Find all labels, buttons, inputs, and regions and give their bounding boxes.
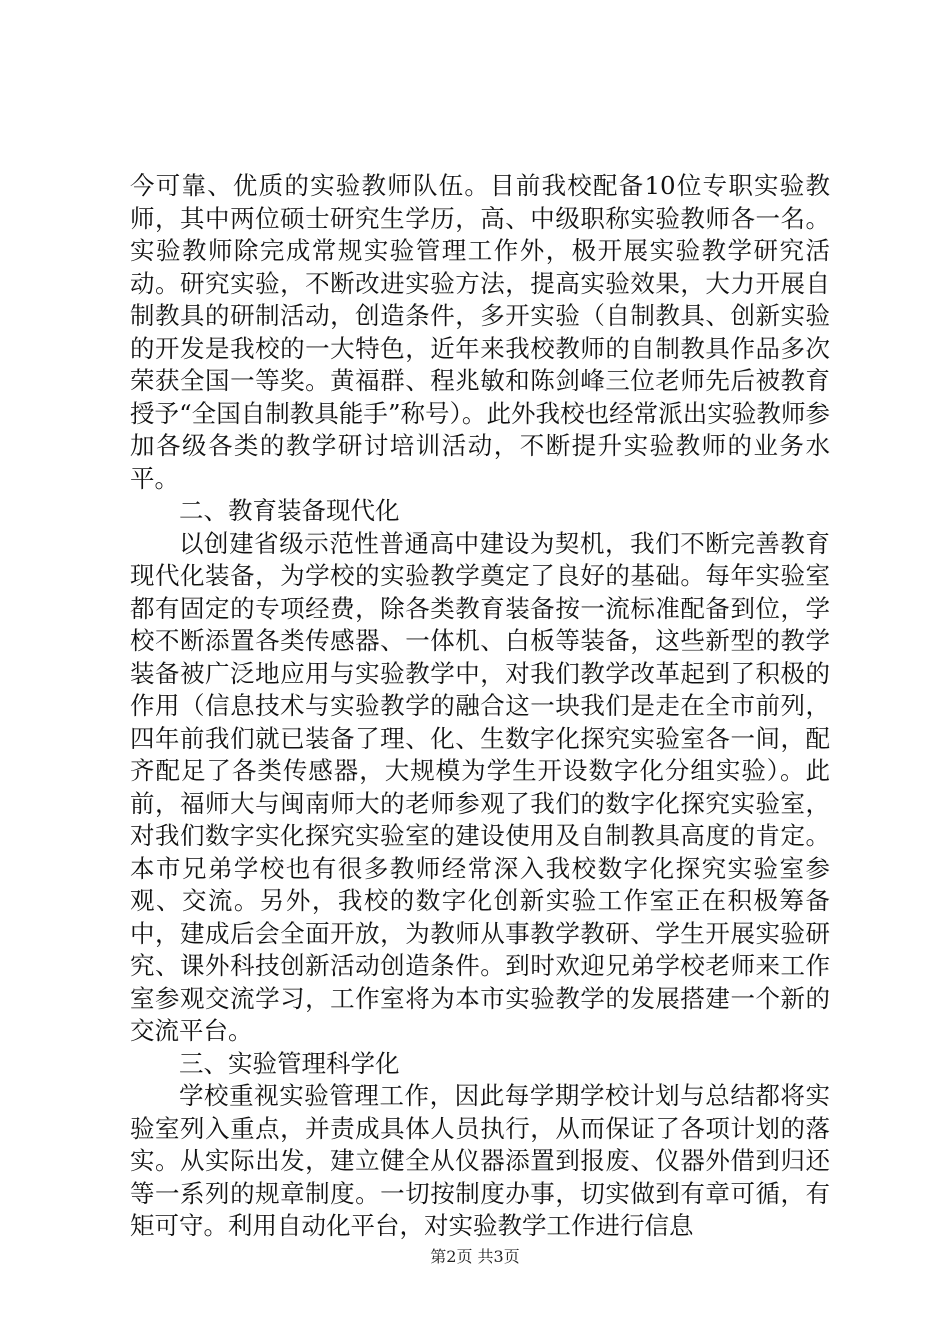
section-heading-management: 三、实验管理科学化 <box>179 1048 400 1078</box>
paragraph-management: 学校重视实验管理工作，因此每学期学校计划与总结都将实验室列入重点，并责成具体人员执行，从而保证了各项计划的落实。从实际出发，建立健全从仪器添置到报废、仪器外借到归还等一系列的规章制度。一切按制度办事，切实做到有章可循，有矩可守。利用自动化平台，对实验教学工作进行信息 <box>130 1081 830 1240</box>
paragraph-equipment: 以创建省级示范性普通高中建设为契机，我们不断完善教育现代化装备，为学校的实验教学奠定了良好的基础。每年实验室都有固定的专项经费，除各类教育装备按一流标准配备到位，学校不断添置各类传感器、一体机、白板等装备，这些新型的教学装备被广泛地应用与实验教学中，对我们教学改革起到了积极的作用（信息技术与实验教学的融合这一块我们是走在全市前列，四年前我们就已装备了理、化、生数字化探究实验室各一间，配齐配足了各类传感器，大规模为学生开设数字化分组实验）。此前，福师大与闽南师大的老师参观了我们的数字化探究实验室，对我们数字实化探究实验室的建设使用及自制教具高度的肯定。本市兄弟学校也有很多教师经常深入我校数字化探究实验室参观、交流。另外，我校的数字化创新实验工作室正在积极筹备中，建成后会全面开放，为教师从事教学教研、学生开展实验研究、课外科技创新活动创造条件。到时欢迎兄弟学校老师来工作室参观交流学习，工作室将为本市实验教学的发展搭建一个新的交流平台。 <box>130 528 830 1045</box>
section-heading-equipment: 二、教育装备现代化 <box>179 496 400 525</box>
page-footer: 第2页 共3页 <box>430 1247 520 1266</box>
document-body <box>130 170 830 1243</box>
paragraph-teacher-team: 今可靠、优质的实验教师队伍。目前我校配备10位专职实验教师，其中两位硕士研究生学历，高、中级职称实验教师各一名。实验教师除完成常规实验管理工作外，极开展实验教学研究活动。研究实验，不断改进实验方法，提高实验效果，大力开展自制教具的研制活动，创造条件，多开实验（自制教具、创新实验的开发是我校的一大特色，近年来我校教师的自制教具作品多次荣获全国一等奖。黄福群、程兆敏和陈剑峰三位老师先后被教育授予“全国自制教具能手”称号）。此外我校也经常派出实验教师参加各级各类的教学研讨培训活动，不断提升实验教师的业务水平。 <box>130 171 830 493</box>
